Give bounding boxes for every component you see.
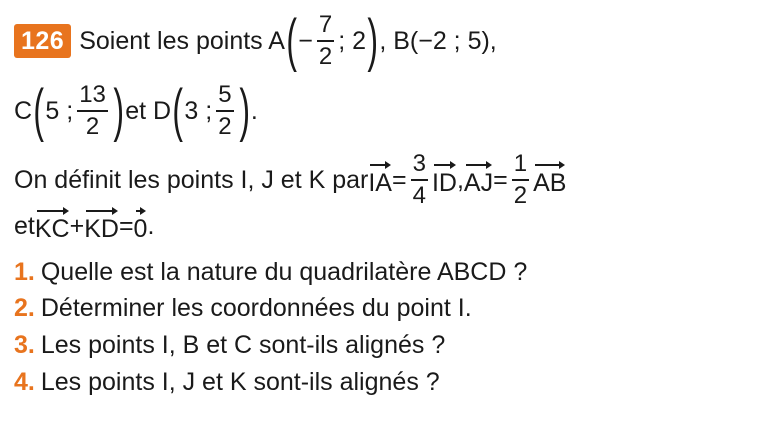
question-4 bbox=[14, 367, 440, 397]
statement-intro: Soient les points A bbox=[79, 27, 285, 55]
fraction-denominator: 2 bbox=[513, 182, 528, 209]
question-number: 3. bbox=[14, 331, 35, 359]
question-text: Les points I, B et C sont-ils alignés ? bbox=[40, 331, 446, 359]
fraction-denominator: 2 bbox=[218, 113, 232, 140]
question-2 bbox=[14, 293, 472, 323]
question-number: 2. bbox=[14, 294, 35, 322]
question-1 bbox=[14, 257, 527, 287]
fraction-denominator: 2 bbox=[85, 113, 100, 140]
equals-sign: = bbox=[391, 166, 407, 194]
point-a-y: ; 2 bbox=[338, 27, 367, 55]
and-d-label: et D bbox=[125, 97, 172, 125]
paren-close: ) bbox=[238, 78, 250, 143]
point-c-label: C bbox=[14, 97, 33, 125]
definition-intro: On définit les points I, J et K par bbox=[14, 166, 369, 194]
point-a-x-fraction bbox=[317, 13, 334, 69]
point-a-sign: − bbox=[298, 27, 313, 55]
vector-ab: AB bbox=[533, 162, 566, 198]
line-end: . bbox=[250, 97, 258, 125]
and-text: et bbox=[14, 212, 35, 240]
paren-close: ) bbox=[367, 8, 378, 73]
fraction-numerator: 3 bbox=[412, 150, 426, 177]
paren-open: ( bbox=[286, 8, 297, 73]
question-text: Les points I, J et K sont-ils alignés ? bbox=[40, 368, 440, 396]
question-text: Quelle est la nature du quadrilatère ABCD ? bbox=[40, 258, 528, 286]
question-number: 1. bbox=[14, 258, 35, 286]
point-d-x: 3 ; bbox=[184, 97, 213, 125]
paren-open: ( bbox=[33, 78, 45, 143]
fraction-numerator: 5 bbox=[218, 81, 232, 108]
exercise-number-badge: 126 bbox=[14, 24, 71, 58]
fraction-three-quarters bbox=[411, 152, 428, 208]
statement-line-2 bbox=[14, 78, 258, 143]
point-c-y-fraction bbox=[77, 83, 108, 139]
vector-kd: KD bbox=[84, 208, 119, 244]
fraction-numerator: 13 bbox=[79, 81, 106, 108]
statement-line-4 bbox=[14, 208, 154, 244]
comma: , bbox=[456, 166, 464, 194]
question-3 bbox=[14, 330, 445, 360]
equals-sign: = bbox=[118, 212, 134, 240]
fraction-numerator: 7 bbox=[318, 11, 333, 38]
point-b-text: , B(−2 ; 5), bbox=[379, 27, 497, 55]
vector-kc: KC bbox=[35, 208, 70, 244]
fraction-one-half bbox=[512, 152, 529, 208]
fraction-denominator: 2 bbox=[318, 43, 333, 70]
equals-sign: = bbox=[493, 166, 508, 194]
point-d-y-fraction bbox=[216, 83, 233, 139]
fraction-numerator: 1 bbox=[513, 150, 528, 177]
vector-id: ID bbox=[432, 162, 457, 198]
paren-open: ( bbox=[172, 78, 184, 143]
paren-close: ) bbox=[113, 78, 124, 143]
zero-vector: 0 bbox=[134, 208, 148, 244]
vector-ia: IA bbox=[368, 162, 392, 198]
vector-aj: AJ bbox=[464, 162, 493, 198]
line-end: . bbox=[147, 212, 155, 240]
point-c-x: 5 ; bbox=[45, 97, 74, 125]
statement-line-3 bbox=[14, 152, 566, 208]
question-text: Déterminer les coordonnées du point I. bbox=[40, 294, 472, 322]
statement-line-1 bbox=[14, 8, 497, 73]
question-number: 4. bbox=[14, 368, 35, 396]
plus-sign: + bbox=[69, 212, 85, 240]
fraction-denominator: 4 bbox=[412, 182, 426, 209]
